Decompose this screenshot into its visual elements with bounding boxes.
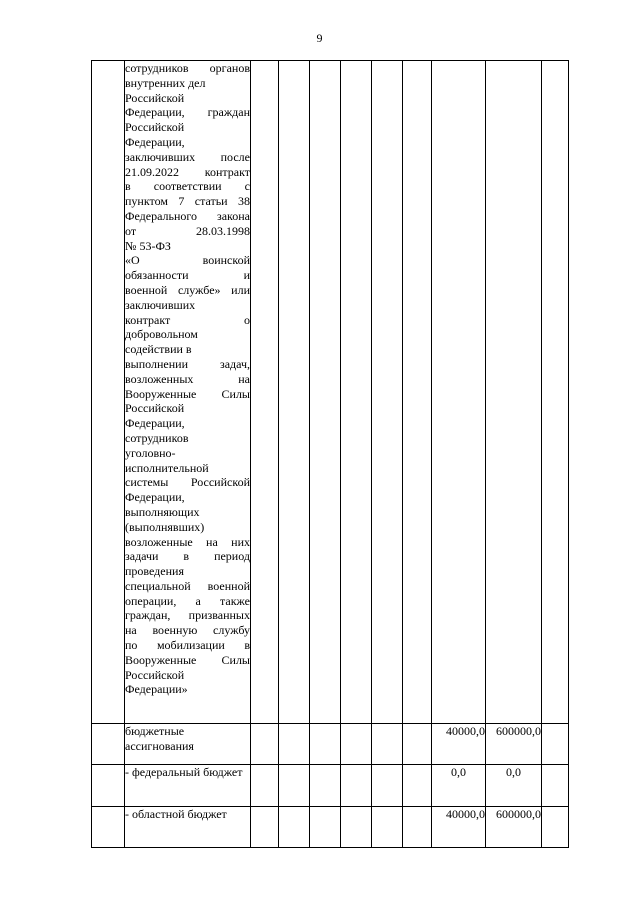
value-cell-2: 0,0: [486, 765, 542, 807]
description-line: Федерации,: [125, 134, 185, 149]
description-line: граждан, призванных: [125, 608, 250, 623]
description-line: исполнительной: [125, 460, 209, 475]
empty-cell: [279, 807, 310, 848]
description-line: от 28.03.1998: [125, 223, 250, 238]
description-line: заключивших после: [125, 149, 250, 164]
value-cell-2: [486, 61, 542, 724]
empty-cell: [279, 61, 310, 724]
index-cell: [92, 724, 125, 765]
empty-cell: [310, 724, 341, 765]
empty-cell: [403, 807, 432, 848]
empty-cell: [372, 765, 403, 807]
description-line: сотрудников: [125, 430, 189, 445]
description-line: проведения: [125, 564, 184, 579]
budget-table: [91, 60, 569, 848]
description-line: Федерации,: [125, 490, 185, 505]
description-line: Вооруженные Силы: [125, 652, 250, 667]
description-line: Российской: [125, 120, 185, 135]
empty-cell: [279, 724, 310, 765]
empty-cell: [341, 724, 372, 765]
table-row-budget-total: [92, 724, 569, 765]
empty-cell: [403, 61, 432, 724]
description-line: операции, а также: [125, 593, 250, 608]
description-line: специальной военной: [125, 578, 250, 593]
empty-cell: [251, 807, 279, 848]
empty-cell: [341, 61, 372, 724]
table-row-federal: [92, 765, 569, 807]
index-cell: [92, 807, 125, 848]
empty-cell: [310, 765, 341, 807]
empty-cell: [372, 61, 403, 724]
page-number: 9: [316, 31, 323, 45]
description-line: в соответствии с: [125, 179, 250, 194]
description-line: (выполнявших): [125, 519, 205, 534]
row-label: бюджетные ассигнования: [125, 724, 251, 765]
empty-cell: [403, 724, 432, 765]
description-line: системы Российской: [125, 475, 250, 490]
row-label: - областной бюджет: [125, 807, 251, 848]
description-line: Вооруженные Силы: [125, 386, 250, 401]
empty-cell: [251, 61, 279, 724]
description-cell: [125, 61, 251, 724]
description-line: пунктом 7 статьи 38: [125, 194, 250, 209]
description-text: [125, 61, 250, 697]
value-cell-1: [432, 61, 486, 724]
row-label: - федеральный бюджет: [125, 765, 251, 807]
description-line: Федерации,: [125, 416, 185, 431]
empty-cell: [542, 724, 569, 765]
empty-cell: [341, 765, 372, 807]
empty-cell: [542, 807, 569, 848]
description-line: заключивших: [125, 297, 196, 312]
empty-cell: [372, 724, 403, 765]
description-line: возложенные на них: [125, 534, 250, 549]
description-line: содействии в: [125, 342, 192, 357]
description-line: выполняющих: [125, 504, 200, 519]
index-cell: [92, 61, 125, 724]
table-row-regional: [92, 807, 569, 848]
empty-cell: [341, 807, 372, 848]
empty-cell: [251, 724, 279, 765]
value-cell-2: 600000,0: [486, 724, 542, 765]
description-line: добровольном: [125, 327, 198, 342]
description-line: на военную службу: [125, 623, 250, 638]
description-line: контракт о: [125, 312, 250, 327]
description-line: 21.09.2022 контракт: [125, 164, 250, 179]
description-line: внутренних дел: [125, 75, 206, 90]
description-line: выполнении задач,: [125, 356, 250, 371]
empty-cell: [310, 61, 341, 724]
value-cell-1: 40000,0: [432, 807, 486, 848]
description-line: по мобилизации в: [125, 638, 250, 653]
empty-cell: [372, 807, 403, 848]
description-line: № 53-ФЗ: [125, 238, 171, 253]
empty-cell: [279, 765, 310, 807]
description-line: Российской: [125, 90, 185, 105]
description-line: уголовно-: [125, 445, 176, 460]
empty-cell: [542, 765, 569, 807]
description-line: Федерации»: [125, 682, 188, 697]
description-line: «О воинской: [125, 253, 250, 268]
empty-cell: [310, 807, 341, 848]
empty-cell: [403, 765, 432, 807]
value-cell-1: 0,0: [432, 765, 486, 807]
description-line: Российской: [125, 667, 185, 682]
value-cell-1: 40000,0: [432, 724, 486, 765]
table-row-description: [92, 61, 569, 724]
empty-cell: [542, 61, 569, 724]
description-line: Федерального закона: [125, 208, 250, 223]
description-line: сотрудников органов: [125, 61, 250, 75]
description-line: обязанности и: [125, 268, 250, 283]
value-cell-2: 600000,0: [486, 807, 542, 848]
index-cell: [92, 765, 125, 807]
description-line: возложенных на: [125, 371, 250, 386]
description-line: Российской: [125, 401, 185, 416]
description-line: военной службе» или: [125, 282, 250, 297]
empty-cell: [251, 765, 279, 807]
description-line: задачи в период: [125, 549, 250, 564]
description-line: Федерации, граждан: [125, 105, 250, 120]
